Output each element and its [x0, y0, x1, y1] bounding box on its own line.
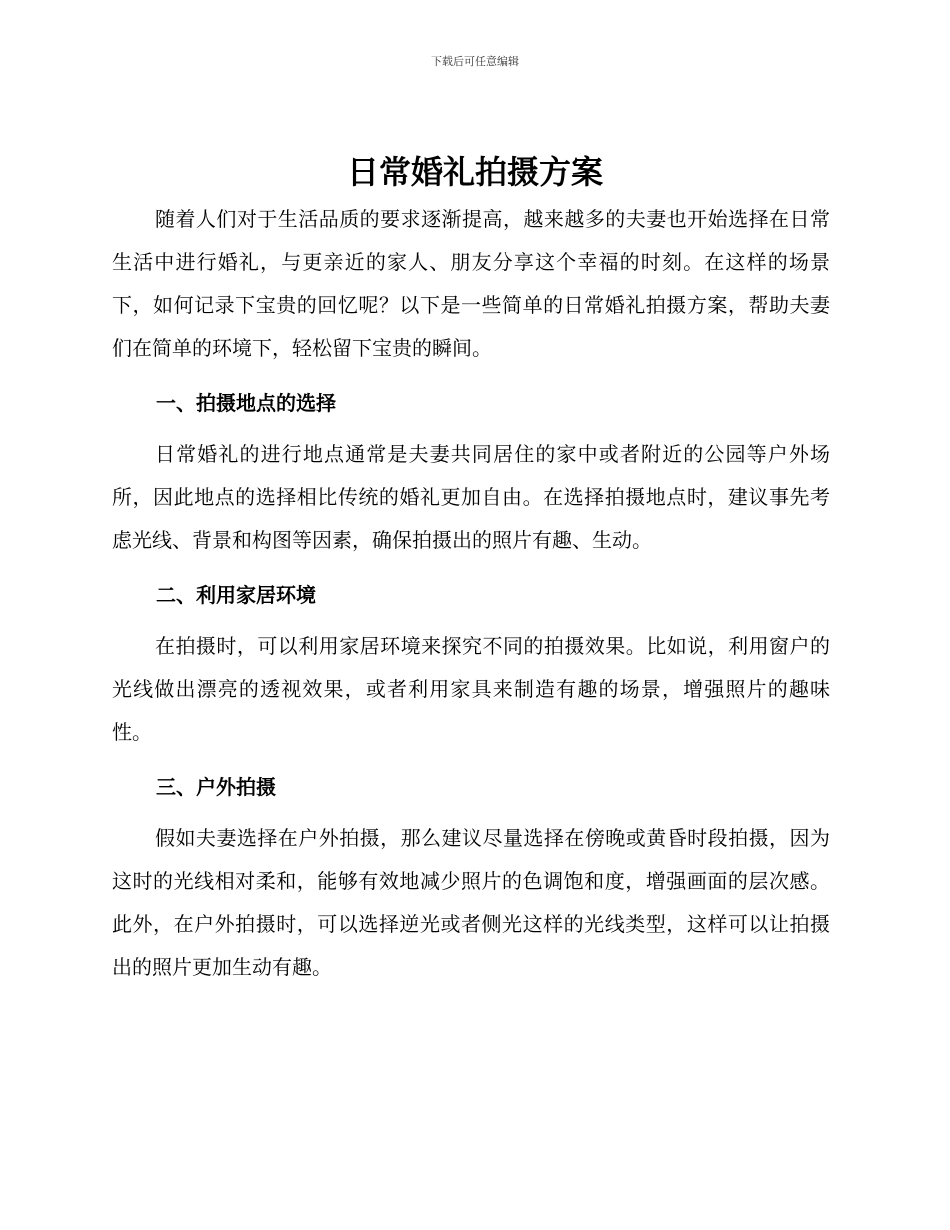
- section-body-outdoor: 假如夫妻选择在户外拍摄，那么建议尽量选择在傍晚或黄昏时段拍摄，因为这时的光线相对柔和，能够有效地减少照片的色调饱和度，增强画面的层次感。此外，在户外拍摄时，可以选择逆光或者侧光这样的光线类型，这样可以让拍摄出的照片更加生动有趣。: [112, 826, 830, 979]
- document-title: 日常婚礼拍摄方案: [346, 153, 603, 191]
- section-body-location: 日常婚礼的进行地点通常是夫妻共同居住的家中或者附近的公园等户外场所，因此地点的选择相比传统的婚礼更加自由。在选择拍摄地点时，建议事先考虑光线、背景和构图等因素，确保拍摄出的照片有趣、生动。: [112, 442, 830, 552]
- intro-paragraph: 随着人们对于生活品质的要求逐渐提高，越来越多的夫妻也开始选择在日常生活中进行婚礼，与更亲近的家人、朋友分享这个幸福的时刻。在这样的场景下，如何记录下宝贵的回忆呢？以下是一些简单的日常婚礼拍摄方案，帮助夫妻们在简单的环境下，轻松留下宝贵的瞬间。: [112, 207, 830, 360]
- section-heading-home: 二、利用家居环境: [156, 583, 316, 607]
- section-body-home: 在拍摄时，可以利用家居环境来探究不同的拍摄效果。比如说，利用窗户的光线做出漂亮的透视效果，或者利用家具来制造有趣的场景，增强照片的趣味性。: [112, 634, 830, 744]
- header-note: 下载后可任意编辑: [431, 55, 519, 68]
- document-body: [112, 198, 830, 989]
- section-heading-outdoor: 三、户外拍摄: [156, 775, 276, 799]
- section-heading-location: 一、拍摄地点的选择: [156, 391, 336, 415]
